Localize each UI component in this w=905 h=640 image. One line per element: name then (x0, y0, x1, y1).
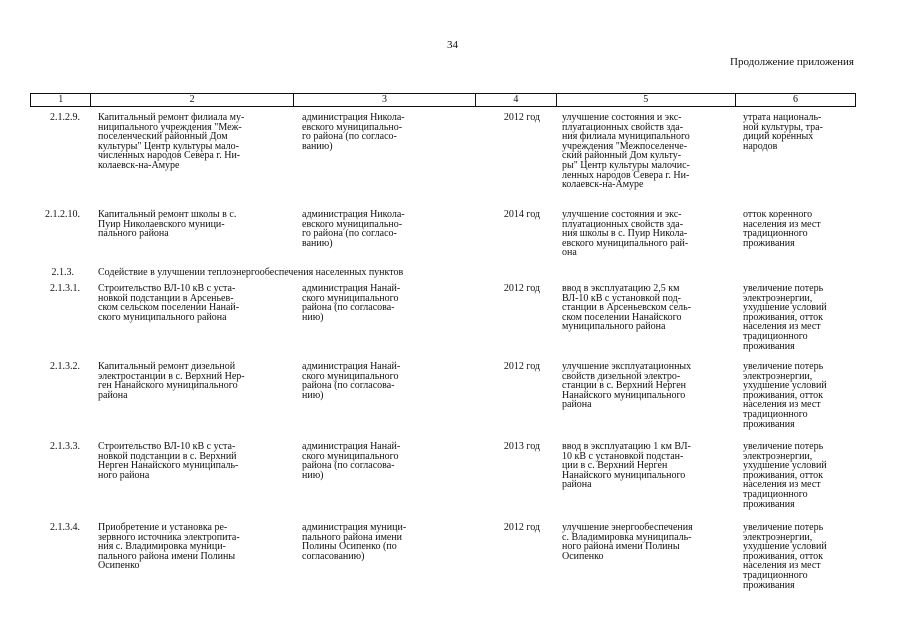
row-result: улучшение состояния и экс- плуатационных свойств зда- ния филиала муниципального учреждения "Межпоселенче- ский районный Дом культу- ры" Центр культуры малочис- ленных народов Севера г. Ни- колаевск-на-Амуре (562, 112, 690, 191)
row-number: 2.1.2.10. (45, 209, 80, 220)
row-measure: Капитальный ремонт филиала му- ниципального учреждения "Меж- поселенческий районный Дом культуры" Центр культуры мало- численных народов Севера г. Ни- колаевск-на-Амуре (98, 112, 245, 171)
row-result: улучшение эксплуатационных свойств дизельной электро- станции в с. Верхний Нерген Нанайского муниципального района (562, 361, 692, 411)
column-header-6: 6 (736, 94, 856, 106)
row-executor: администрация Нанай- ского муниципального района (по согласова- нию) (302, 441, 401, 481)
column-header-4: 4 (476, 94, 556, 106)
section-row (30, 262, 856, 278)
page-number: 34 (447, 39, 458, 51)
column-header-1: 1 (30, 94, 91, 106)
row-result: улучшение энергообеспечения с. Владимировка муниципаль- ного района имени Полины Осипенко (562, 522, 693, 562)
row-number: 2.1.3.3. (50, 441, 80, 452)
continuation-label: Продолжение приложения (730, 56, 854, 68)
row-result: улучшение состояния и экс- плуатационных свойств зда- ния школы в с. Пуир Никола- евского муниципального рай- она (562, 209, 689, 259)
row-consequence: утрата националь- ной культуры, тра- диций коренных народов (743, 112, 823, 152)
row-number: 2.1.3.1. (50, 283, 80, 294)
row-executor: администрация муници- пального района имени Полины Осипенко (по согласованию) (302, 522, 407, 562)
row-result: ввод в эксплуатацию 2,5 км ВЛ-10 кВ с установкой под- станции в Арсеньевском сель- ском поселении Нанайского муниципального района (562, 283, 692, 333)
measures-table (30, 93, 856, 599)
table-row (30, 107, 856, 204)
row-measure: Капитальный ремонт школы в с. Пуир Николаевского муници- пального района (98, 209, 237, 240)
column-header-5: 5 (557, 94, 736, 106)
row-executor: администрация Нанай- ского муниципального района (по согласова- нию) (302, 361, 401, 401)
row-consequence: отток коренного населения из мест традиционного проживания (743, 209, 821, 249)
table-row (30, 436, 856, 517)
section-title: Содействие в улучшении теплоэнергообеспечения населенных пунктов (98, 267, 404, 278)
row-measure: Строительство ВЛ-10 кВ с уста- новкой подстанции в Арсеньев- ском сельском поселении Нанай- ского муниципального района (98, 283, 240, 323)
table-row (30, 517, 856, 599)
row-year: 2012 год (503, 361, 540, 372)
section-number: 2.1.3. (51, 267, 74, 278)
row-measure: Капитальный ремонт дизельной электростанции в с. Верхний Нер- ген Нанайского муниципального района (98, 361, 245, 401)
row-executor: администрация Никола- евского муниципально- го района (по согласо- ванию) (302, 112, 405, 152)
row-year: 2012 год (503, 283, 540, 294)
row-measure: Строительство ВЛ-10 кВ с уста- новкой подстанции в с. Верхний Нерген Нанайского муниципаль- ного района (98, 441, 239, 481)
table-row (30, 356, 856, 436)
row-number: 2.1.3.4. (50, 522, 80, 533)
column-header-2: 2 (91, 94, 293, 106)
row-consequence: увеличение потерь электроэнергии, ухудшение условий проживания, отток населения из мест традиционного проживания (743, 283, 827, 352)
row-consequence: увеличение потерь электроэнергии, ухудшение условий проживания, отток населения из мест традиционного проживания (743, 441, 827, 510)
row-year: 2013 год (503, 441, 540, 452)
column-header-3: 3 (294, 94, 476, 106)
table-row (30, 204, 856, 262)
row-number: 2.1.2.9. (50, 112, 80, 123)
row-measure: Приобретение и установка ре- зервного источника электропита- ния с. Владимировка муници- пального района имени Полины Осипенко (98, 522, 240, 572)
row-executor: администрация Нанай- ского муниципального района (по согласова- нию) (302, 283, 401, 323)
row-consequence: увеличение потерь электроэнергии, ухудшение условий проживания, отток населения из мест традиционного проживания (743, 361, 827, 430)
row-year: 2012 год (503, 522, 540, 533)
row-result: ввод в эксплуатацию 1 км ВЛ- 10 кВ с установкой подстан- ции в с. Верхний Нерген Нанайского муниципального района (562, 441, 691, 491)
table-row (30, 278, 856, 356)
row-executor: администрация Никола- евского муниципально- го района (по согласо- ванию) (302, 209, 405, 249)
row-year: 2012 год (503, 112, 540, 123)
row-number: 2.1.3.2. (50, 361, 80, 372)
row-year: 2014 год (503, 209, 540, 220)
table-header (30, 93, 856, 107)
row-consequence: увеличение потерь электроэнергии, ухудшение условий проживания, отток населения из мест традиционного проживания (743, 522, 827, 591)
